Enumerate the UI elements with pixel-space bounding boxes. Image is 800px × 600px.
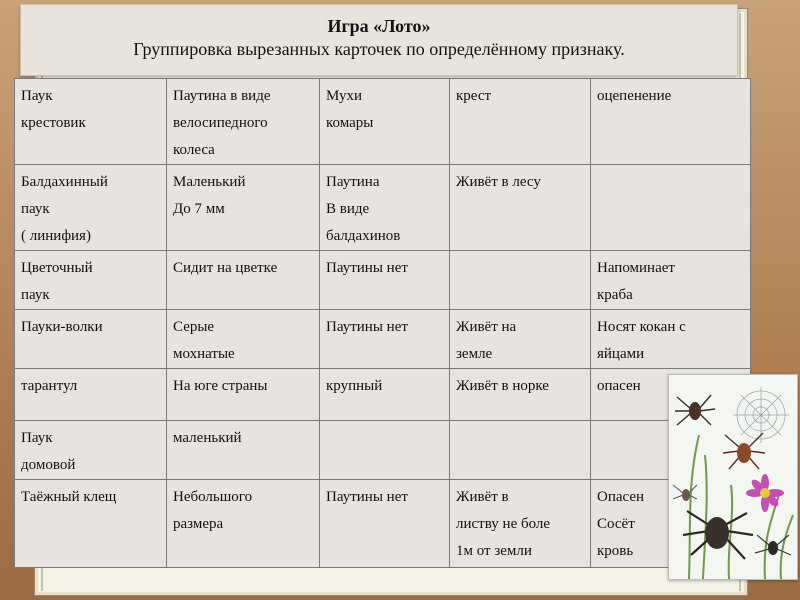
table-cell: Небольшого размера bbox=[167, 480, 320, 568]
table-cell: Сидит на цветке bbox=[167, 251, 320, 310]
table-cell: На юге страны bbox=[167, 369, 320, 421]
table-cell: Паук домовой bbox=[15, 421, 167, 480]
table-cell bbox=[591, 165, 751, 251]
slide-subtitle: Группировка вырезанных карточек по определённому признаку. bbox=[133, 39, 625, 59]
table-cell: Паутины нет bbox=[320, 251, 450, 310]
table-cell: Паутина В виде балдахинов bbox=[320, 165, 450, 251]
table-cell bbox=[320, 421, 450, 480]
table-cell: Балдахинный паук ( линифия) bbox=[15, 165, 167, 251]
table-cell: Живёт в норке bbox=[450, 369, 591, 421]
table-cell: Носят кокан с яйцами bbox=[591, 310, 751, 369]
title-box bbox=[20, 4, 738, 76]
table-cell: Паук крестовик bbox=[15, 79, 167, 165]
table-cell: опасен bbox=[591, 369, 751, 421]
table-cell: Живёт на земле bbox=[450, 310, 591, 369]
table-row bbox=[15, 251, 751, 310]
spiders-illustration bbox=[668, 374, 798, 580]
table-cell: оцепенение bbox=[591, 79, 751, 165]
table-row bbox=[15, 310, 751, 369]
table-cell: крест bbox=[450, 79, 591, 165]
spiders-illustration-icon bbox=[669, 375, 797, 579]
table-cell: Опасен Сосёт кровь bbox=[591, 480, 751, 568]
table-cell: Маленький До 7 мм bbox=[167, 165, 320, 251]
lotto-table bbox=[14, 78, 751, 568]
table-cell: Мухи комары bbox=[320, 79, 450, 165]
table-cell: Паутины нет bbox=[320, 310, 450, 369]
table-cell: Живёт в листву не боле 1м от земли bbox=[450, 480, 591, 568]
table-cell: Паутина в виде велосипедного колеса bbox=[167, 79, 320, 165]
table-row bbox=[15, 480, 751, 568]
table-cell: Живёт в лесу bbox=[450, 165, 591, 251]
table-cell: Паутины нет bbox=[320, 480, 450, 568]
table-cell: Цветочный паук bbox=[15, 251, 167, 310]
slide-title: Игра «Лото» bbox=[327, 16, 431, 36]
table-cell: Серые мохнатые bbox=[167, 310, 320, 369]
table-cell: Пауки-волки bbox=[15, 310, 167, 369]
table-cell: крупный bbox=[320, 369, 450, 421]
table-row bbox=[15, 79, 751, 165]
table-row bbox=[15, 421, 751, 480]
table-cell: Таёжный клещ bbox=[15, 480, 167, 568]
table-cell bbox=[450, 251, 591, 310]
table-cell: тарантул bbox=[15, 369, 167, 421]
table-cell: Напоминает краба bbox=[591, 251, 751, 310]
table-row bbox=[15, 165, 751, 251]
table-cell bbox=[450, 421, 591, 480]
table-row bbox=[15, 369, 751, 421]
table-cell: маленький bbox=[167, 421, 320, 480]
